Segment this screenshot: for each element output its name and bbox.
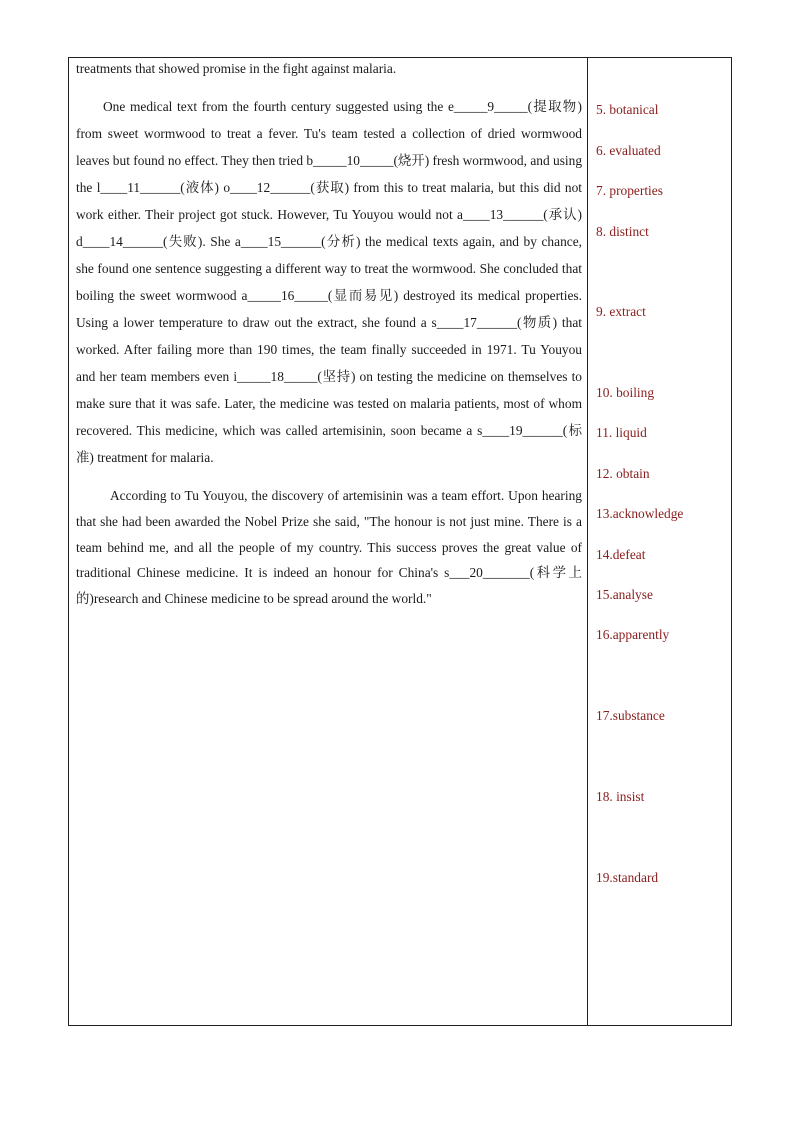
answer-item: 17.substance [596, 708, 665, 723]
answer-item: 15.analyse [596, 587, 653, 602]
answer-item: 11. liquid [596, 425, 647, 440]
answer-item: 14.defeat [596, 547, 646, 562]
answer-item: 7. properties [596, 183, 663, 198]
answer-item: 13.acknowledge [596, 506, 684, 521]
answer-item: 10. boiling [596, 385, 655, 400]
passage-column [76, 58, 582, 612]
passage-paragraph-2: One medical text from the fourth century suggested using the e_____9_____(提取物) from sweet wormwood to treat a fever. Tu's team tested a collection of dried wormwood leaves but found no effect. They then tried b_____10_____(烧开) fresh wormwood, and using the l____11______(液体) o____12______(获取) from this to treat malaria, but this did not work either. Their project got stuck. However, Tu Youyou would not a____13______(承认) d____14______(失败). She a____15______(分析) the medical texts again, and by chance, she found one sentence suggesting a different way to treat the wormwood. She concluded that boiling the sweet wormwood a_____16_____(显而易见) destroyed its medical properties. Using a lower temperature to draw out the extract, she found a s____17______(物质) that worked. After failing more than 190 times, the team finally succeeded in 1971. Tu Youyou and her team members even i_____18_____(坚持) on testing the medicine on themselves to make sure that it was safe. Later, the medicine was tested on malaria patients, most of whom recovered. This medicine, which was called artemisinin, soon became a s____19______(标准) treatment for malaria. [76, 99, 583, 465]
answer-item: 5. botanical [596, 102, 659, 117]
passage-paragraph-1: treatments that showed promise in the fight against malaria. [76, 61, 397, 76]
answer-item: 6. evaluated [596, 143, 661, 158]
answer-item: 16.apparently [596, 627, 670, 642]
answer-item: 18. insist [596, 789, 645, 804]
answer-item: 9. extract [596, 304, 646, 319]
answer-item: 19.standard [596, 870, 659, 885]
passage-paragraph-3: According to Tu Youyou, the discovery of artemisinin was a team effort. Upon hearing that she had been awarded the Nobel Prize she said, "The honour is not just mine. There is a team behind me, and all the people of my country. This success proves the great value of traditional Chinese medicine. It is indeed an honour for China's s___20_______(科学上的)research and Chinese medicine to be spread around the world." [76, 488, 582, 607]
answer-item: 12. obtain [596, 466, 650, 481]
worksheet-table [68, 57, 732, 1026]
column-divider [587, 58, 588, 1025]
answer-item: 8. distinct [596, 224, 649, 239]
